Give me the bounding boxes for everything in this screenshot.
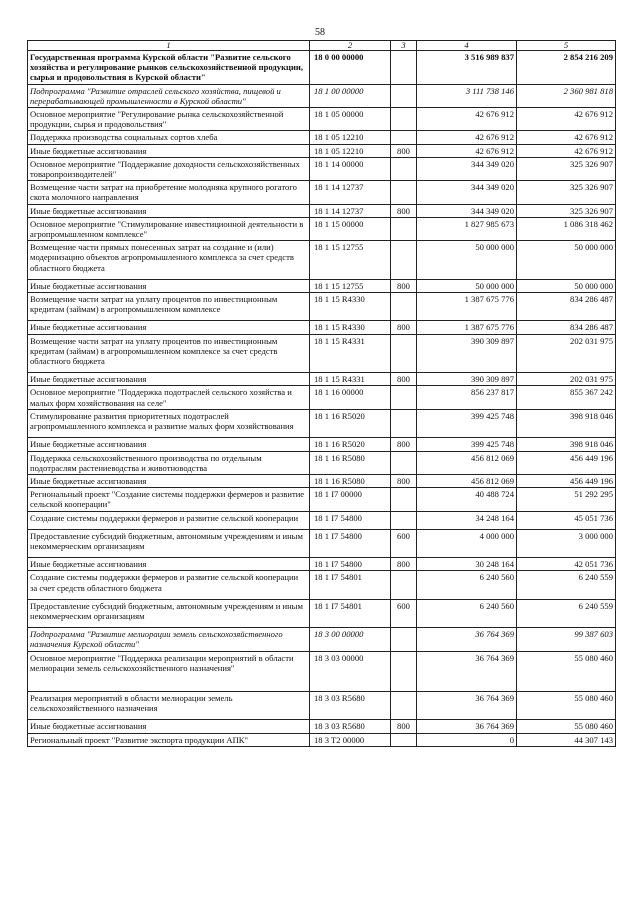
row-code-cell: 18 1 I7 00000 [310, 488, 391, 511]
table-row [28, 279, 616, 292]
row-vr-cell: 800 [391, 279, 417, 292]
row-code-cell: 18 3 03 R5680 [310, 720, 391, 733]
table-header-row [28, 41, 616, 51]
table-row [28, 488, 616, 511]
row-name-cell: Основное мероприятие "Поддержка реализации мероприятий в области мелиорации земель сельскохозяйственного назначения" [28, 651, 310, 691]
row-code-cell: 18 1 05 12210 [310, 131, 391, 144]
row-name-cell: Иные бюджетные ассигнования [28, 321, 310, 334]
row-vr-cell [391, 691, 417, 719]
row-code-cell: 18 3 03 00000 [310, 651, 391, 691]
row-code-cell: 18 1 05 12210 [310, 144, 391, 157]
table-row [28, 131, 616, 144]
row-value-2020-cell: 36 764 369 [417, 691, 517, 719]
row-code-cell: 18 1 I7 54801 [310, 599, 391, 627]
row-name-cell: Реализация мероприятий в области мелиорации земель сельскохозяйственного назначения [28, 691, 310, 719]
row-value-2021-cell: 855 367 242 [517, 386, 616, 409]
row-code-cell: 18 1 I7 54800 [310, 558, 391, 571]
row-code-cell: 18 1 15 12755 [310, 241, 391, 280]
row-vr-cell [391, 334, 417, 373]
row-vr-cell [391, 217, 417, 240]
table-row [28, 321, 616, 334]
table-row [28, 511, 616, 529]
row-name-cell: Поддержка сельскохозяйственного производства по отдельным подотраслям растениеводства и животноводства [28, 451, 310, 474]
row-value-2020-cell: 390 309 897 [417, 334, 517, 373]
table-row [28, 217, 616, 240]
table-row [28, 373, 616, 386]
row-vr-cell [391, 181, 417, 204]
row-name-cell: Возмещение части затрат на уплату процентов по инвестиционным кредитам (займам) в агропромышленном комплексе за счет средств областного бюджета [28, 334, 310, 373]
row-name-cell: Иные бюджетные ассигнования [28, 720, 310, 733]
table-row [28, 157, 616, 180]
table-row [28, 438, 616, 451]
row-name-cell: Основное мероприятие "Регулирование рынка сельскохозяйственной продукции, сырья и продовольствия" [28, 108, 310, 131]
row-code-cell: 18 1 16 R5020 [310, 438, 391, 451]
table-row [28, 599, 616, 627]
table-body [28, 51, 616, 747]
row-name-cell: Основное мероприятие "Стимулирование инвестиционной деятельности в агропромышленном комплексе" [28, 217, 310, 240]
table-row [28, 84, 616, 107]
row-value-2020-cell: 344 349 020 [417, 157, 517, 180]
row-value-2021-cell: 51 292 295 [517, 488, 616, 511]
row-value-2021-cell: 202 031 975 [517, 373, 616, 386]
row-vr-cell: 800 [391, 144, 417, 157]
row-value-2020-cell: 856 237 817 [417, 386, 517, 409]
row-value-2021-cell: 6 240 559 [517, 571, 616, 599]
row-code-cell: 18 1 I7 54800 [310, 529, 391, 557]
column-header: 3 [391, 41, 417, 51]
row-value-2021-cell: 834 286 487 [517, 293, 616, 321]
row-value-2020-cell: 50 000 000 [417, 241, 517, 280]
row-vr-cell [391, 386, 417, 409]
row-code-cell: 18 3 T2 00000 [310, 733, 391, 746]
table-row [28, 144, 616, 157]
row-vr-cell: 800 [391, 204, 417, 217]
row-code-cell: 18 1 15 R4331 [310, 373, 391, 386]
row-value-2021-cell: 456 449 196 [517, 451, 616, 474]
row-code-cell: 18 1 15 R4330 [310, 321, 391, 334]
row-vr-cell [391, 131, 417, 144]
row-vr-cell [391, 409, 417, 437]
row-value-2021-cell: 2 360 981 818 [517, 84, 616, 107]
row-code-cell: 18 1 14 12737 [310, 204, 391, 217]
row-name-cell: Возмещение части затрат на приобретение молодняка крупного рогатого скота молочного направления [28, 181, 310, 204]
row-value-2020-cell: 36 764 369 [417, 720, 517, 733]
row-value-2021-cell: 1 086 318 462 [517, 217, 616, 240]
row-vr-cell: 600 [391, 529, 417, 557]
row-code-cell: 18 1 16 R5020 [310, 409, 391, 437]
row-value-2020-cell: 42 676 912 [417, 144, 517, 157]
row-value-2021-cell: 44 307 143 [517, 733, 616, 746]
row-code-cell: 18 1 00 00000 [310, 84, 391, 107]
row-name-cell: Стимулирование развития приоритетных подотраслей агропромышленного комплекса и развитие малых форм хозяйствования [28, 409, 310, 437]
row-value-2021-cell: 42 051 736 [517, 558, 616, 571]
table-row [28, 558, 616, 571]
row-code-cell: 18 1 16 00000 [310, 386, 391, 409]
row-value-2021-cell: 202 031 975 [517, 334, 616, 373]
table-row [28, 334, 616, 373]
row-value-2020-cell: 50 000 000 [417, 279, 517, 292]
row-value-2021-cell: 398 918 046 [517, 409, 616, 437]
row-value-2021-cell: 2 854 216 209 [517, 51, 616, 85]
table-row [28, 386, 616, 409]
row-value-2021-cell: 325 326 907 [517, 204, 616, 217]
row-name-cell: Возмещение части прямых понесенных затрат на создание и (или) модернизацию объектов агропромышленного комплекса за счет средств областного бюджета [28, 241, 310, 280]
row-value-2021-cell: 834 286 487 [517, 321, 616, 334]
row-value-2020-cell: 399 425 748 [417, 438, 517, 451]
row-vr-cell: 800 [391, 321, 417, 334]
column-header: 4 [417, 41, 517, 51]
row-vr-cell [391, 451, 417, 474]
column-header: 5 [517, 41, 616, 51]
row-value-2020-cell: 1 827 985 673 [417, 217, 517, 240]
row-value-2020-cell: 40 488 724 [417, 488, 517, 511]
row-value-2020-cell: 399 425 748 [417, 409, 517, 437]
row-code-cell: 18 1 I7 54800 [310, 511, 391, 529]
row-vr-cell [391, 108, 417, 131]
row-code-cell: 18 1 16 R5080 [310, 474, 391, 487]
column-header: 1 [28, 41, 310, 51]
row-name-cell: Региональный проект "Развитие экспорта продукции АПК" [28, 733, 310, 746]
row-vr-cell [391, 628, 417, 651]
row-value-2020-cell: 1 387 675 776 [417, 293, 517, 321]
table-row [28, 474, 616, 487]
row-name-cell: Основное мероприятие "Поддержание доходности сельскохозяйственных товаропроизводителей" [28, 157, 310, 180]
row-name-cell: Возмещение части затрат на уплату процентов по инвестиционным кредитам (займам) в агропромышленном комплексе [28, 293, 310, 321]
row-vr-cell: 600 [391, 599, 417, 627]
table-row [28, 733, 616, 746]
row-value-2021-cell: 55 080 460 [517, 691, 616, 719]
row-name-cell: Иные бюджетные ассигнования [28, 474, 310, 487]
row-name-cell: Иные бюджетные ассигнования [28, 373, 310, 386]
row-value-2020-cell: 30 248 164 [417, 558, 517, 571]
row-vr-cell [391, 511, 417, 529]
row-code-cell: 18 1 05 00000 [310, 108, 391, 131]
row-value-2020-cell: 36 764 369 [417, 651, 517, 691]
row-vr-cell [391, 733, 417, 746]
row-value-2020-cell: 36 764 369 [417, 628, 517, 651]
table-row [28, 720, 616, 733]
row-name-cell: Иные бюджетные ассигнования [28, 279, 310, 292]
row-value-2021-cell: 325 326 907 [517, 181, 616, 204]
row-value-2020-cell: 1 387 675 776 [417, 321, 517, 334]
row-value-2021-cell: 42 676 912 [517, 144, 616, 157]
row-vr-cell [391, 651, 417, 691]
row-value-2021-cell: 50 000 000 [517, 241, 616, 280]
row-vr-cell [391, 488, 417, 511]
row-vr-cell [391, 571, 417, 599]
row-value-2021-cell: 3 000 000 [517, 529, 616, 557]
row-value-2021-cell: 325 326 907 [517, 157, 616, 180]
row-value-2021-cell: 55 080 460 [517, 720, 616, 733]
row-vr-cell [391, 157, 417, 180]
table-row [28, 204, 616, 217]
row-code-cell: 18 1 14 00000 [310, 157, 391, 180]
row-name-cell: Поддержка производства социальных сортов хлеба [28, 131, 310, 144]
row-name-cell: Иные бюджетные ассигнования [28, 558, 310, 571]
row-name-cell: Подпрограмма "Развитие мелиорации земель сельскохозяйственного назначения Курской области" [28, 628, 310, 651]
table-row [28, 651, 616, 691]
row-value-2021-cell: 42 676 912 [517, 108, 616, 131]
row-value-2021-cell: 50 000 000 [517, 279, 616, 292]
row-value-2020-cell: 344 349 020 [417, 204, 517, 217]
row-code-cell: 18 1 15 R4330 [310, 293, 391, 321]
row-value-2021-cell: 6 240 559 [517, 599, 616, 627]
row-value-2021-cell: 398 918 046 [517, 438, 616, 451]
row-name-cell: Подпрограмма "Развитие отраслей сельского хозяйства, пищевой и перерабатывающей промышленности в Курской области" [28, 84, 310, 107]
row-code-cell: 18 3 00 00000 [310, 628, 391, 651]
column-header: 2 [310, 41, 391, 51]
row-name-cell: Предоставление субсидий бюджетным, автономным учреждениям и иным некоммерческим организациям [28, 529, 310, 557]
row-name-cell: Иные бюджетные ассигнования [28, 204, 310, 217]
row-vr-cell: 800 [391, 720, 417, 733]
row-vr-cell [391, 293, 417, 321]
row-vr-cell: 800 [391, 558, 417, 571]
row-name-cell: Создание системы поддержки фермеров и развитие сельской кооперации [28, 511, 310, 529]
table-row [28, 628, 616, 651]
page-number: 58 [315, 27, 325, 38]
row-name-cell: Основное мероприятие "Поддержка подотраслей сельского хозяйства и малых форм хозяйствования на селе" [28, 386, 310, 409]
row-value-2021-cell: 45 051 736 [517, 511, 616, 529]
row-value-2020-cell: 3 516 989 837 [417, 51, 517, 85]
table-row [28, 571, 616, 599]
row-code-cell: 18 1 15 00000 [310, 217, 391, 240]
row-code-cell: 18 1 15 R4331 [310, 334, 391, 373]
row-value-2020-cell: 456 812 069 [417, 451, 517, 474]
row-code-cell: 18 3 03 R5680 [310, 691, 391, 719]
table-row [28, 529, 616, 557]
row-value-2020-cell: 4 000 000 [417, 529, 517, 557]
row-value-2021-cell: 99 387 603 [517, 628, 616, 651]
row-value-2021-cell: 456 449 196 [517, 474, 616, 487]
row-vr-cell: 800 [391, 373, 417, 386]
row-name-cell: Создание системы поддержки фермеров и развитие сельской кооперации за счет средств областного бюджета [28, 571, 310, 599]
table-row [28, 691, 616, 719]
row-name-cell: Иные бюджетные ассигнования [28, 144, 310, 157]
row-vr-cell [391, 51, 417, 85]
row-value-2020-cell: 6 240 560 [417, 571, 517, 599]
table-row [28, 241, 616, 280]
row-name-cell: Иные бюджетные ассигнования [28, 438, 310, 451]
row-value-2020-cell: 42 676 912 [417, 108, 517, 131]
row-name-cell: Государственная программа Курской области "Развитие сельского хозяйства и регулирование рынков сельскохозяйственной продукции, сырья и продовольствия в Курской области" [28, 51, 310, 85]
row-vr-cell: 800 [391, 474, 417, 487]
budget-table [27, 40, 616, 747]
row-value-2020-cell: 34 248 164 [417, 511, 517, 529]
row-value-2020-cell: 6 240 560 [417, 599, 517, 627]
row-value-2020-cell: 344 349 020 [417, 181, 517, 204]
row-value-2020-cell: 42 676 912 [417, 131, 517, 144]
row-value-2021-cell: 42 676 912 [517, 131, 616, 144]
table-row [28, 181, 616, 204]
table-row [28, 108, 616, 131]
row-code-cell: 18 0 00 00000 [310, 51, 391, 85]
row-vr-cell [391, 241, 417, 280]
row-value-2020-cell: 0 [417, 733, 517, 746]
row-value-2020-cell: 390 309 897 [417, 373, 517, 386]
table-row [28, 51, 616, 85]
row-value-2020-cell: 456 812 069 [417, 474, 517, 487]
row-code-cell: 18 1 I7 54801 [310, 571, 391, 599]
row-name-cell: Предоставление субсидий бюджетным, автономным учреждениям и иным некоммерческим организациям [28, 599, 310, 627]
table-row [28, 451, 616, 474]
row-value-2020-cell: 3 111 738 146 [417, 84, 517, 107]
row-vr-cell [391, 84, 417, 107]
row-code-cell: 18 1 15 12755 [310, 279, 391, 292]
row-vr-cell: 800 [391, 438, 417, 451]
row-code-cell: 18 1 16 R5080 [310, 451, 391, 474]
table-row [28, 293, 616, 321]
row-value-2021-cell: 55 080 460 [517, 651, 616, 691]
table-row [28, 409, 616, 437]
row-code-cell: 18 1 14 12737 [310, 181, 391, 204]
row-name-cell: Региональный проект "Создание системы поддержки фермеров и развитие сельской кооперации" [28, 488, 310, 511]
